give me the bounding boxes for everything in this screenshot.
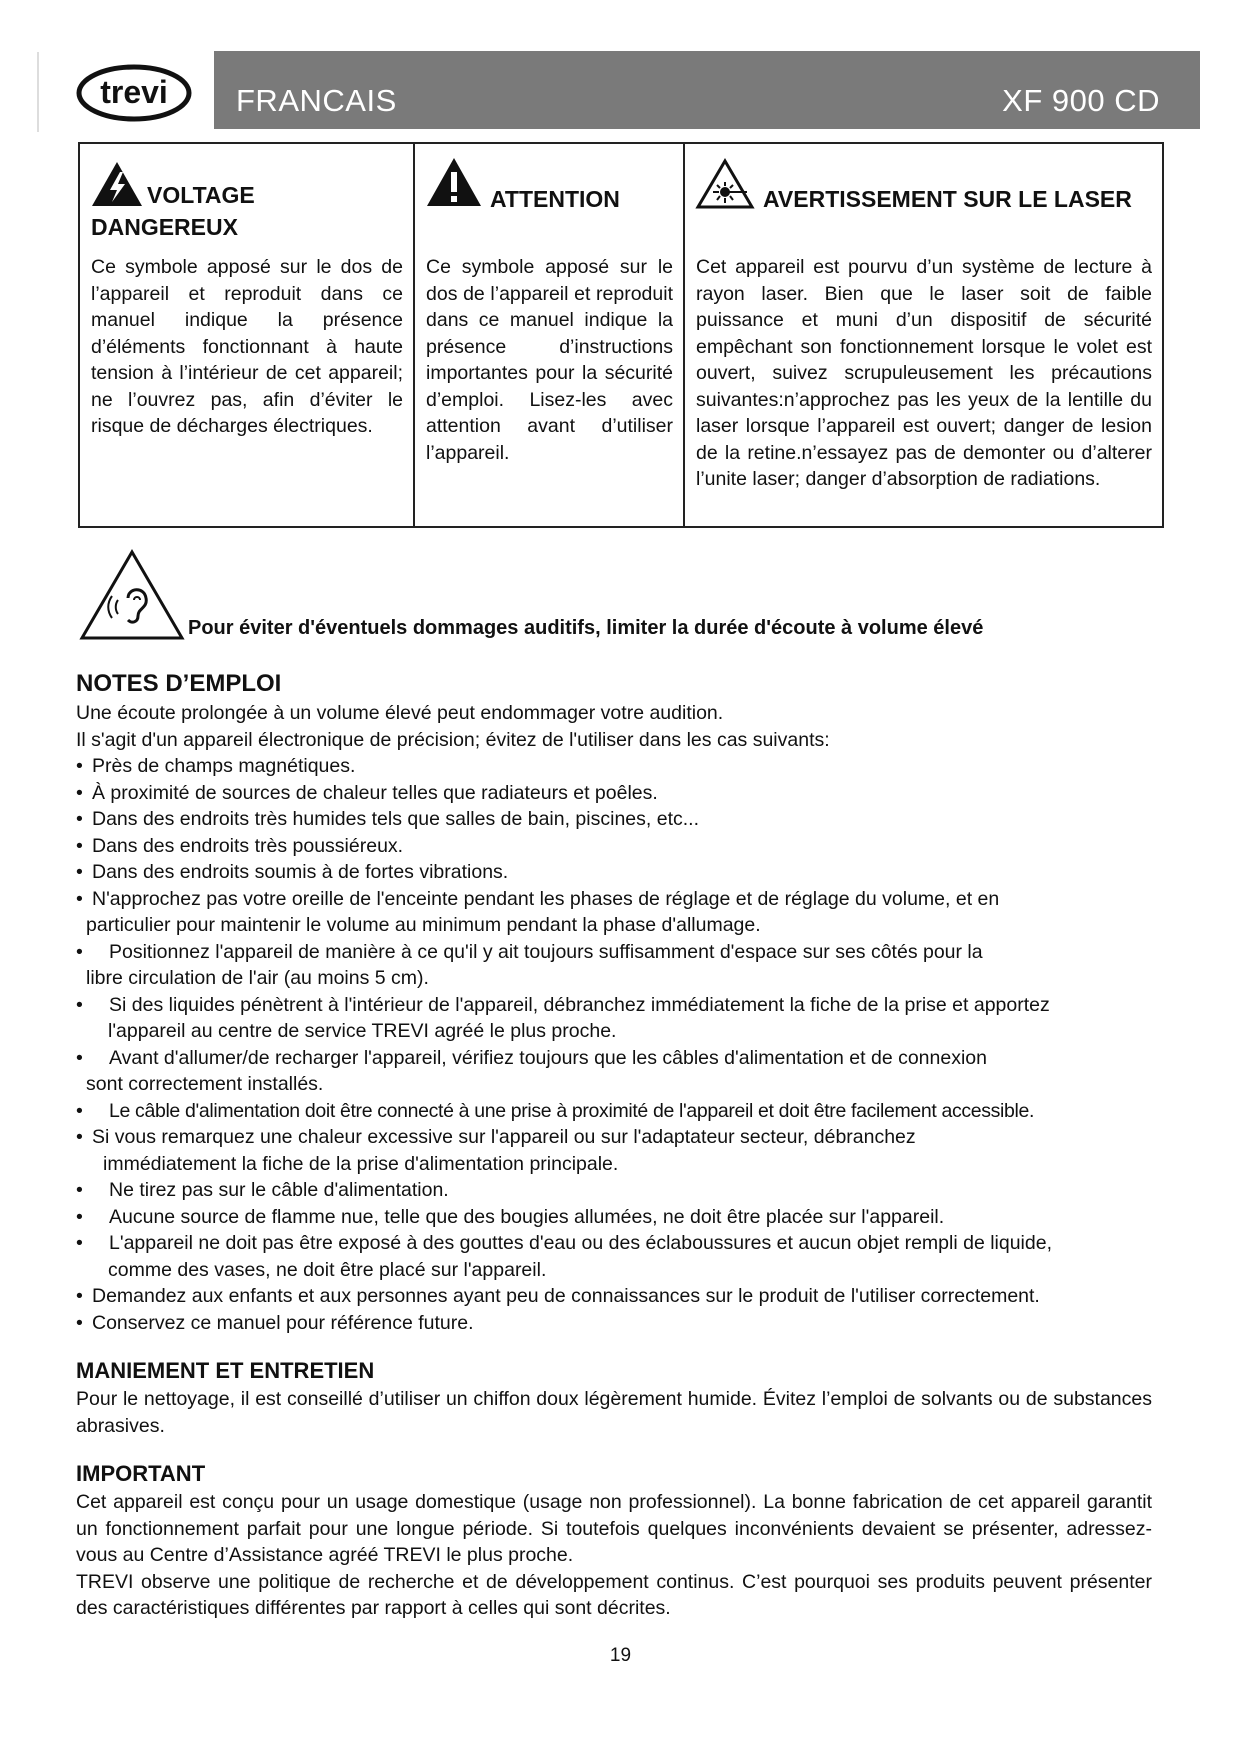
language-label: FRANCAIS [236,83,397,118]
warning-cell-voltage [79,143,414,527]
laser-icon [695,158,755,210]
hearing-warning-text: Pour éviter d'éventuels dommages auditifs, limiter la durée d'écoute à volume élevé [188,617,984,639]
warning-body-voltage: Ce symbole apposé sur le dos de l’appareil et reproduit dans ce manuel indique la présence d’éléments fonctionnant à haute tension à l’intérieur de cet appareil; ne l’ouvrez pas, afin d’éviter le risque de décharges électriques. [91,256,403,437]
content [76,668,1152,1622]
list-item: • Conservez ce manuel pour référence future. [76,1311,474,1334]
notes-intro-2: Il s'agit d'un appareil électronique de précision; évitez de l'utiliser dans les cas suivants: [76,728,830,751]
exclamation-icon [425,156,483,208]
trevi-logo [76,64,192,122]
warning-table [78,142,1164,528]
maintenance-body: Pour le nettoyage, il est conseillé d’utiliser un chiffon doux légèrement humide. Évitez l’emploi de solvants ou de substances abrasives. [76,1388,1152,1437]
list-item: • Positionnez l'appareil de manière à ce qu'il y ait toujours suffisamment d'espace sur ses côtés pour la [76,940,983,963]
list-item-continued: libre circulation de l'air (au moins 5 cm). [86,967,429,989]
notes-title: NOTES D’EMPLOI [76,670,282,697]
list-item: • Près de champs magnétiques. [76,755,356,777]
list-item: • Avant d'allumer/de recharger l'appareil, vérifiez toujours que les câbles d'alimentation et de connexion [76,1046,987,1069]
warning-cell-laser [684,143,1163,527]
list-item: • Si des liquides pénètrent à l'intérieur de l'appareil, débranchez immédiatement la fiche de la prise et apportez [76,993,1050,1016]
list-item-continued: immédiatement la fiche de la prise d'alimentation principale. [103,1152,619,1175]
list-item: • Ne tirez pas sur le câble d'alimentation. [76,1179,449,1201]
list-item-continued: comme des vases, ne doit être placé sur l'appareil. [108,1258,547,1281]
list-item: • Si vous remarquez une chaleur excessive sur l'appareil ou sur l'adaptateur secteur, débranchez [76,1126,916,1148]
maintenance-title: MANIEMENT ET ENTRETIEN [76,1358,375,1383]
warning-title-voltage-2: DANGEREUX [91,214,238,240]
warning-body-laser: Cet appareil est pourvu d’un système de lecture à rayon laser. Bien que le laser soit de faible puissance et muni d’un dispositif de sécurité empêchant son fonctionnement lorsque le volet est ouvert, suivez scrupuleusement les précautions suivantes:n’approchez pas les yeux de la lentille du laser lorsque l’appareil est ouvert; danger de lesion de la retine.n’essayez pas de demonter ou d’alterer l’unite laser; danger d’absorption de radiations. [696,256,1152,490]
important-title: IMPORTANT [76,1461,206,1486]
list-item: • Aucune source de flamme nue, telle que des bougies allumées, ne doit être placée sur l'appareil. [76,1205,945,1228]
warning-title-attention: ATTENTION [490,186,620,212]
warning-body-attention: Ce symbole apposé sur le dos de l’appareil et reproduit dans ce manuel indique la présence d’instructions importantes pour la sécurité d’emploi. Lisez-les avec attention avant d’utiliser l’appareil. [426,256,673,464]
list-item: • Le câble d'alimentation doit être connecté à une prise à proximité de l'appareil et doit être facilement accessible. [76,1099,1035,1122]
list-item-continued: l'appareil au centre de service TREVI agréé le plus proche. [108,1020,617,1042]
list-item: • Dans des endroits très humides tels que salles de bain, piscines, etc... [76,808,699,830]
list-item: • Dans des endroits soumis à de fortes vibrations. [76,861,509,883]
high-voltage-icon [90,160,144,208]
list-item: • N'approchez pas votre oreille de l'enceinte pendant les phases de réglage et de réglage du volume, et en [76,887,1000,910]
hearing-warning-icon [78,548,186,643]
warning-title-laser: AVERTISSEMENT SUR LE LASER [763,186,1132,212]
page-edge [37,52,39,132]
important-body-1: Cet appareil est conçu pour un usage domestique (usage non professionnel). La bonne fabrication de cet appareil garantit un fonctionnement parfait pour une longue période. Si toutefois quelques inconvénients devaient se présenter, adressez-vous au Centre d’Assistance agréé TREVI le plus proche. [76,1491,1152,1566]
header-bar [214,51,1200,129]
important-body-2: TREVI observe une politique de recherche et de développement continus. C’est pourquoi ses produits peuvent présenter des caractéristiques différentes par rapport à celles qui sont décrites. [76,1570,1152,1619]
list-item: • L'appareil ne doit pas être exposé à des gouttes d'eau ou des éclaboussures et aucun objet rempli de liquide, [76,1232,1052,1254]
list-item: • À proximité de sources de chaleur telles que radiateurs et poêles. [76,781,658,804]
notes-intro-1: Une écoute prolongée à un volume élevé peut endommager votre audition. [76,702,724,724]
page-number: 19 [609,1645,632,1666]
warning-title-voltage: VOLTAGE [147,182,255,208]
model-label: XF 900 CD [1002,83,1160,118]
list-item-continued: particulier pour maintenir le volume au minimum pendant la phase d'allumage. [86,914,761,936]
list-item: • Demandez aux enfants et aux personnes ayant peu de connaissances sur le produit de l'utiliser correctement. [76,1285,1040,1307]
notes-list [76,753,1152,1336]
list-item: • Dans des endroits très poussiéreux. [76,834,404,857]
list-item-continued: sont correctement installés. [86,1073,324,1095]
svg-text:trevi: trevi [100,74,168,110]
warning-cell-attention [414,143,684,527]
